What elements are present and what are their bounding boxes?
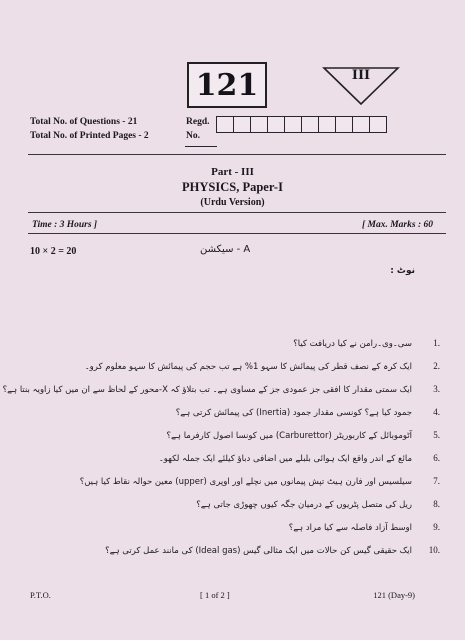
regd-cell[interactable] — [352, 116, 370, 133]
question-number: 6. — [433, 453, 440, 463]
question-row — [40, 453, 440, 467]
max-marks: [ Max. Marks : 60 — [362, 220, 433, 230]
question-number: 1. — [433, 338, 440, 348]
section-name: A - سیکشن — [200, 244, 251, 255]
regd-cell[interactable] — [233, 116, 251, 133]
paper-code-box — [187, 62, 267, 108]
paper-code: 121 — [195, 67, 259, 103]
paper-day-code: 121 (Day-9) — [373, 590, 415, 600]
section-score: 10 × 2 = 20 — [30, 246, 77, 257]
set-number: III — [351, 68, 371, 83]
divider-mid — [28, 212, 446, 213]
divider-bottom — [28, 233, 446, 234]
regd-cell[interactable] — [335, 116, 353, 133]
regd-cell[interactable] — [369, 116, 387, 133]
notes-label: نوٹ : — [390, 266, 415, 276]
question-text: ایک حقیقی گیس کن حالات میں ایک مثالی گیس (Ideal gas) کی مانند عمل کرتی ہے؟ — [105, 546, 412, 556]
page-indicator: [ 1 of 2 ] — [200, 590, 230, 600]
version-heading: (Urdu Version) — [200, 197, 265, 208]
regd-cell[interactable] — [250, 116, 268, 133]
question-text: سیلسیس اور فارن ہیٹ تپش پیمانوں میں نچلے اور اوپری (upper) معین حوالہ نقاط کیا ہیں؟ — [79, 477, 412, 487]
question-text: جمود کیا ہے؟ کونسی مقدار جمود (Inertia) کی پیمائش کرتی ہے؟ — [175, 408, 412, 418]
regd-label: Regd. — [186, 117, 210, 127]
regd-cell[interactable] — [284, 116, 302, 133]
question-text: آٹوموبائل کے کاربوریٹر (Carburettor) میں کونسا اصول کارفرما ہے؟ — [166, 431, 412, 441]
total-pages: Total No. of Printed Pages - 2 — [30, 131, 149, 141]
question-row — [40, 522, 440, 536]
question-number: 4. — [433, 407, 440, 417]
question-text: ریل کی متصل پٹریوں کے درمیان جگہ کیوں چھوڑی جاتی ہے؟ — [196, 500, 412, 510]
question-row — [40, 407, 440, 421]
question-text: مائع کے اندر واقع ایک ہوائی بلبلے میں اضافی دباؤ کیلئے ایک جملہ لکھو۔ — [158, 454, 412, 464]
regd-underline — [185, 146, 217, 147]
question-number: 5. — [433, 430, 440, 440]
question-row — [40, 338, 440, 352]
regd-no-label: No. — [186, 131, 200, 141]
question-row — [40, 361, 440, 375]
total-questions: Total No. of Questions - 21 — [30, 117, 138, 127]
question-row — [40, 430, 440, 444]
question-row — [40, 499, 440, 513]
regd-cell[interactable] — [267, 116, 285, 133]
question-text: ایک کرہ کے نصف قطر کی پیمائش کا سہو 1% ہے تب حجم کی پیمائش کا سہو معلوم کرو۔ — [84, 362, 412, 372]
question-number: 9. — [433, 522, 440, 532]
regd-number-cells[interactable] — [217, 116, 387, 133]
question-number: 3. — [433, 384, 440, 394]
pto-label: P.T.O. — [30, 590, 51, 600]
question-text: سی۔وی۔رامن نے کیا دریافت کیا؟ — [293, 339, 412, 349]
question-text: اوسط آزاد فاصلہ سے کیا مراد ہے؟ — [288, 523, 412, 533]
regd-cell[interactable] — [318, 116, 336, 133]
regd-cell[interactable] — [216, 116, 234, 133]
regd-cell[interactable] — [301, 116, 319, 133]
question-row — [40, 545, 440, 559]
set-badge — [322, 66, 400, 106]
question-number: 10. — [428, 545, 440, 555]
question-number: 2. — [433, 361, 440, 371]
question-number: 8. — [433, 499, 440, 509]
question-row — [40, 476, 440, 490]
divider-top — [28, 154, 446, 155]
question-text: ایک سمتی مقدار کا افقی جز عمودی جز کے مساوی ہے۔ تب بتلاؤ کہ X-محور کے لحاظ سے ان میں کیا زاویہ بنتا ہے؟ — [2, 385, 412, 395]
question-number: 7. — [433, 476, 440, 486]
time-allowed: Time : 3 Hours ] — [32, 220, 98, 230]
question-row — [2, 384, 440, 398]
subject-heading: PHYSICS, Paper-I — [182, 180, 283, 194]
part-heading: Part - III — [211, 166, 254, 178]
